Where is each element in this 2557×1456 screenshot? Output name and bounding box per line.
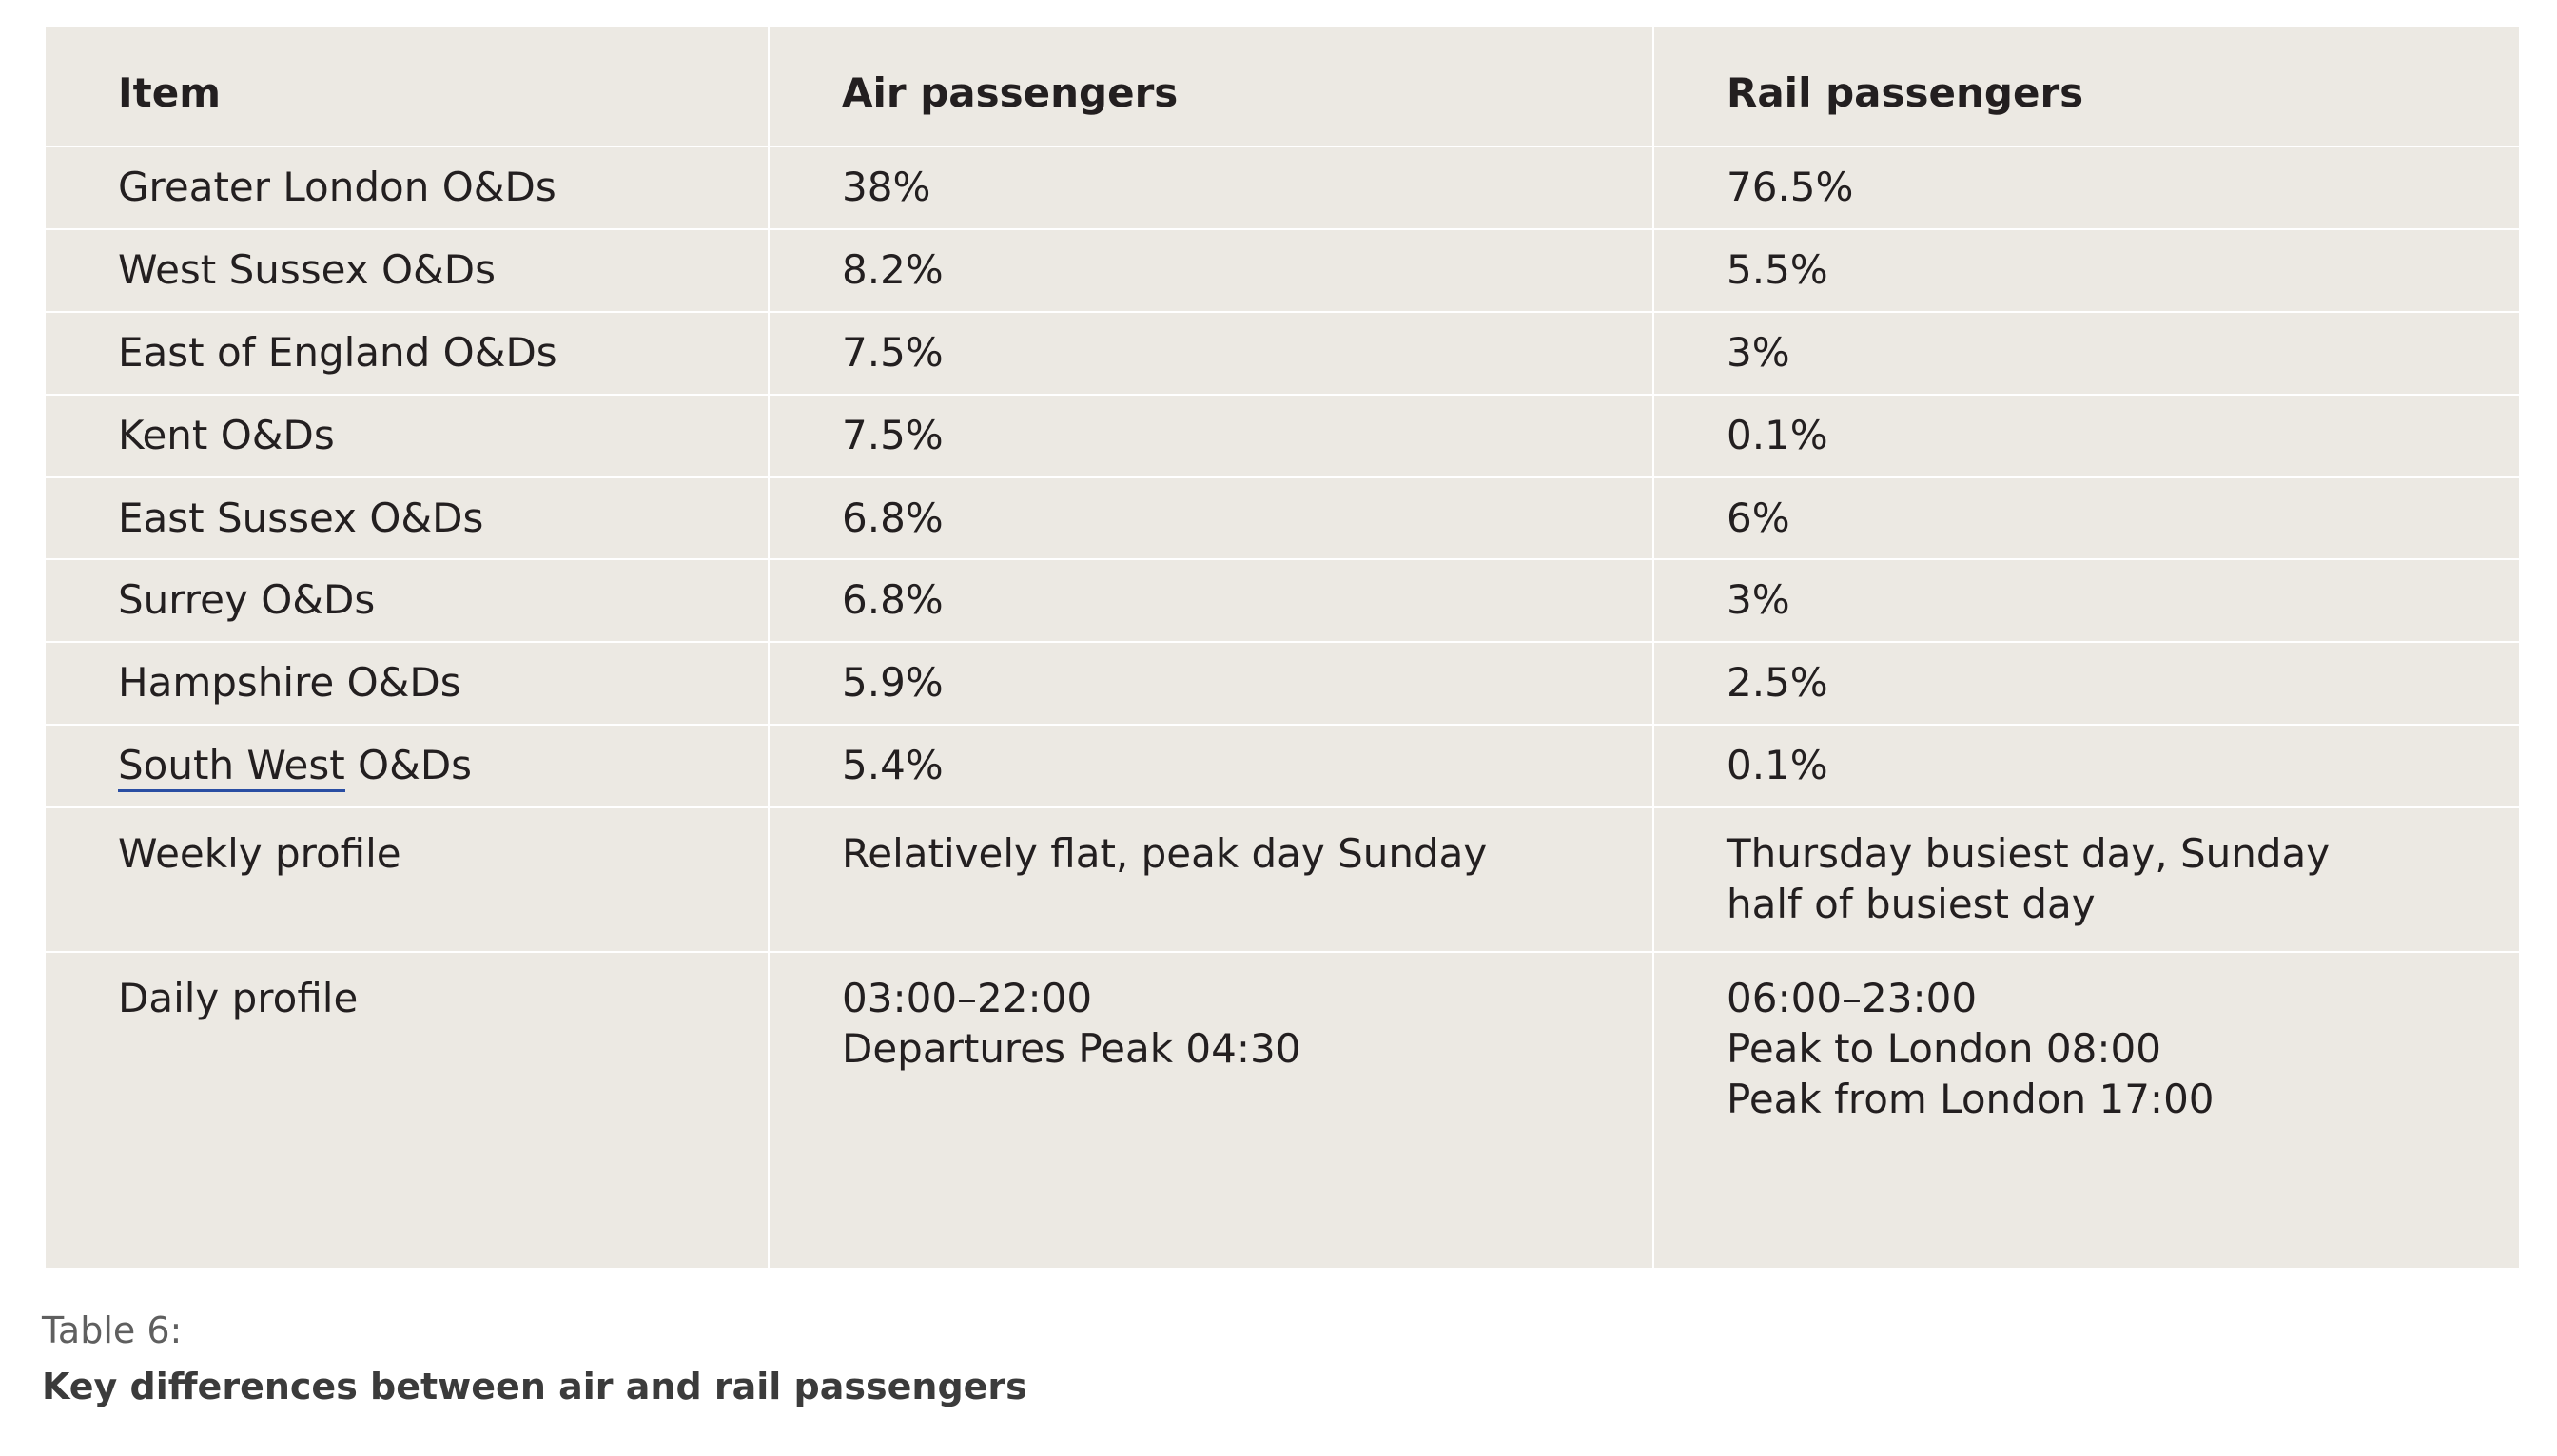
cell-line: half of busiest day [1727,881,2096,928]
cell-item: Daily profile [46,952,769,1268]
table-row [46,559,2519,642]
cell-air-passengers [769,477,1653,560]
cell-line: Thursday busiest day, Sunday [1727,830,2331,878]
caption-title: Key differences between air and rail passengers [42,1366,1027,1408]
cell-item [46,725,769,807]
table-row [46,642,2519,725]
cell-line: 03:00–22:00 [842,974,1093,1021]
cell-line: Departures Peak 04:30 [842,1024,1301,1072]
table-row [46,229,2519,312]
cell-line: Peak from London 17:00 [1727,1075,2215,1122]
cell-line: 38% [842,163,931,210]
cell-item: Weekly profile [46,807,769,952]
table-row [46,725,2519,807]
key-differences-table [46,27,2519,1268]
table-row [46,807,2519,952]
cell-item: Surrey O&Ds [46,559,769,642]
table-row [46,395,2519,477]
cell-line: 5.9% [842,659,944,707]
cell-item: West Sussex O&Ds [46,229,769,312]
cell-air-passengers [769,395,1653,477]
table-caption [42,1307,2515,1412]
cell-line: 7.5% [842,411,944,458]
cell-line: 8.2% [842,245,944,293]
cell-air-passengers [769,642,1653,725]
cell-air-passengers [769,807,1653,952]
cell-item-suffix: O&Ds [344,742,473,789]
column-header-item: Item [46,27,769,146]
cell-line: 7.5% [842,328,944,376]
cell-air-passengers [769,229,1653,312]
table-body [46,146,2519,1268]
cell-line: 3% [1727,576,1790,624]
cell-rail-passengers [1653,477,2519,560]
cell-line: Peak to London 08:00 [1727,1024,2161,1072]
cell-rail-passengers [1653,807,2519,952]
cell-item: East Sussex O&Ds [46,477,769,560]
cell-line: 2.5% [1727,659,1828,707]
cell-air-passengers [769,559,1653,642]
caption-number: Table 6: [42,1310,183,1351]
cell-air-passengers [769,725,1653,807]
table-container [46,27,2519,1268]
cell-line: 76.5% [1727,163,1854,210]
cell-rail-passengers [1653,642,2519,725]
cell-air-passengers [769,952,1653,1268]
table-row [46,952,2519,1268]
cell-line: 06:00–23:00 [1727,974,1978,1021]
cell-item: East of England O&Ds [46,312,769,395]
cell-rail-passengers [1653,312,2519,395]
column-header-air-passengers: Air passengers [769,27,1653,146]
south-west-link[interactable]: South West [118,742,345,792]
cell-line: 0.1% [1727,411,1828,458]
cell-line: 0.1% [1727,742,1828,789]
cell-line: 5.5% [1727,245,1828,293]
column-header-rail-passengers: Rail passengers [1653,27,2519,146]
table-row [46,477,2519,560]
cell-line: 6.8% [842,576,944,624]
cell-rail-passengers [1653,146,2519,229]
cell-rail-passengers [1653,559,2519,642]
cell-rail-passengers [1653,395,2519,477]
cell-line: 6% [1727,494,1790,541]
cell-item: Kent O&Ds [46,395,769,477]
table-header [46,27,2519,146]
cell-rail-passengers [1653,725,2519,807]
table-header-row [46,27,2519,146]
cell-rail-passengers [1653,229,2519,312]
table-row [46,146,2519,229]
cell-line: 5.4% [842,742,944,789]
cell-line: 3% [1727,328,1790,376]
table-row [46,312,2519,395]
cell-air-passengers [769,312,1653,395]
cell-line: 6.8% [842,494,944,541]
cell-line: Relatively flat, peak day Sunday [842,830,1488,878]
cell-rail-passengers [1653,952,2519,1268]
cell-item: Hampshire O&Ds [46,642,769,725]
cell-air-passengers [769,146,1653,229]
cell-item: Greater London O&Ds [46,146,769,229]
